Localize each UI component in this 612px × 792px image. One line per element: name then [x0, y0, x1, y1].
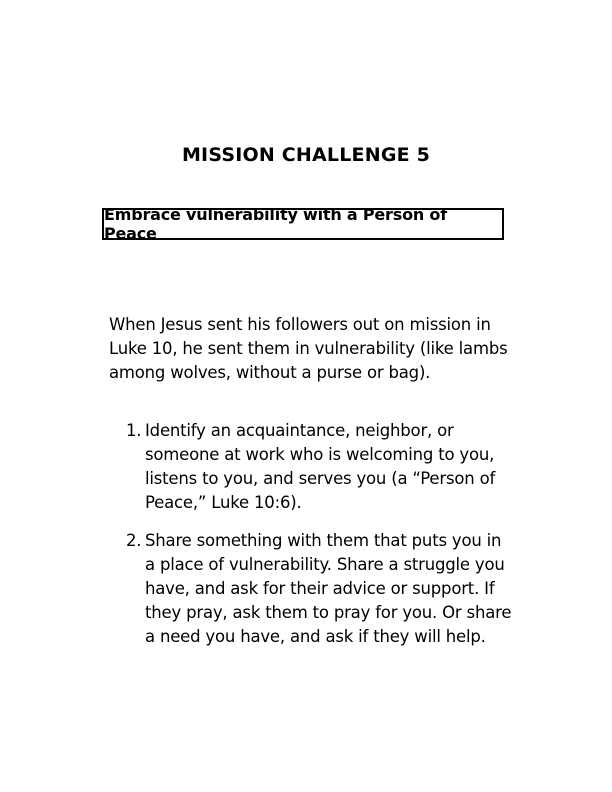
step-text: Identify an acquaintance, neighbor, or someone at work who is welcoming to you, listens to you, and serves you (a “Person of Peace,” Luke 10:6).	[145, 421, 496, 512]
steps-list	[126, 419, 516, 663]
step-number: 1.	[126, 421, 142, 440]
page-title: MISSION CHALLENGE 5	[181, 144, 431, 166]
list-item	[126, 529, 516, 649]
subtitle-text: Embrace vulnerability with a Person of Peace	[104, 205, 447, 243]
intro-paragraph: When Jesus sent his followers out on mission in Luke 10, he sent them in vulnerability (like lambs among wolves, without a purse or bag).	[109, 315, 508, 382]
list-item	[126, 419, 516, 515]
subtitle-box	[102, 205, 504, 243]
step-number: 2.	[126, 531, 142, 550]
step-text: Share something with them that puts you in a place of vulnerability. Share a struggle you have, and ask for their advice or support. If they pray, ask them to pray for you. Or share a need you have, and ask if they will help.	[145, 531, 512, 646]
